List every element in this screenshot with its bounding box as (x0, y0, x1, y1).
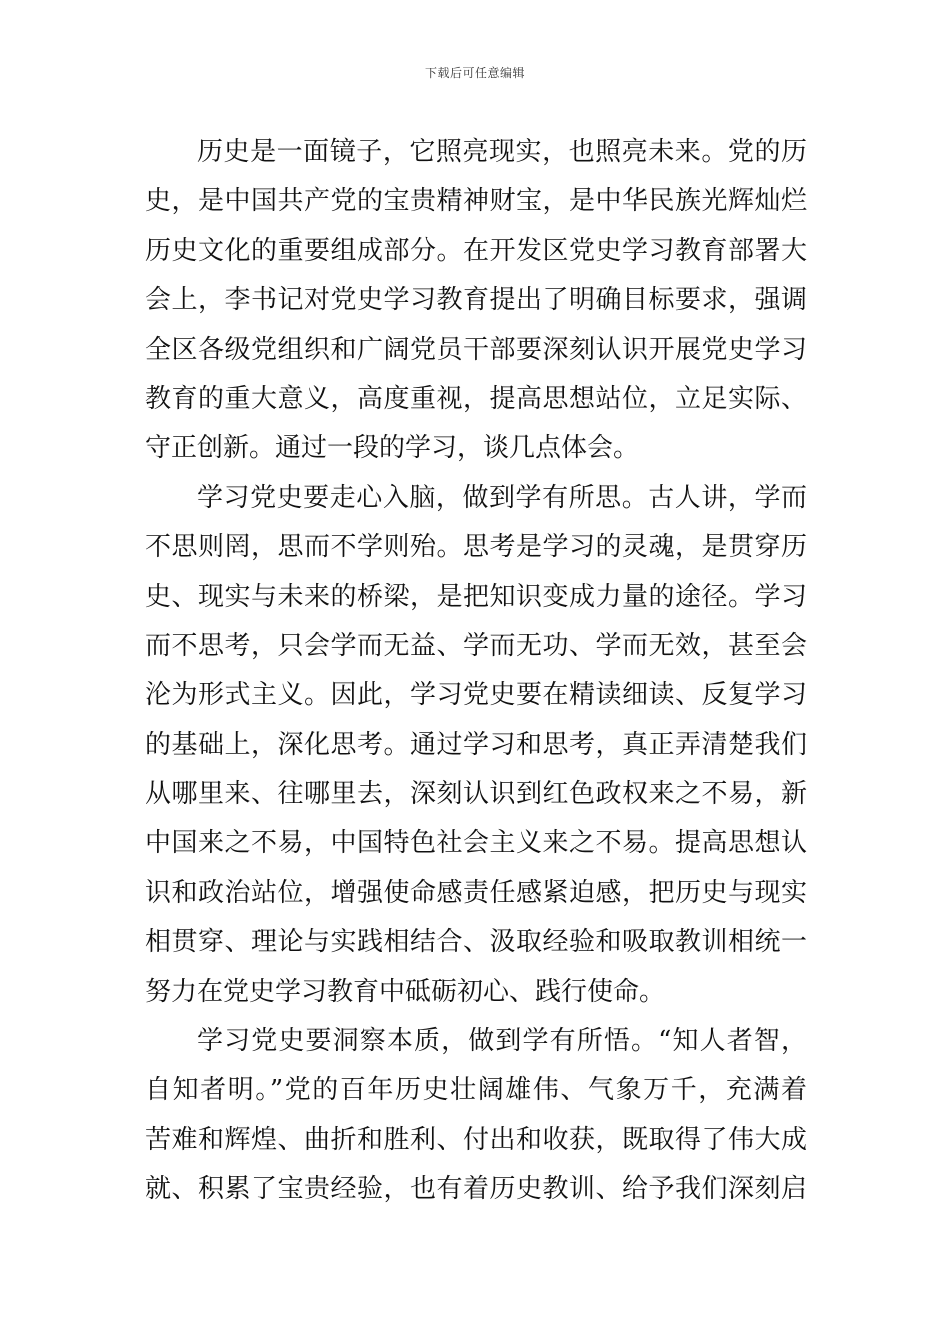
text-line: 中国来之不易，中国特色社会主义来之不易。提高思想认 (145, 828, 807, 859)
text-line: 苦难和辉煌、曲折和胜利、付出和收获，既取得了伟大成 (145, 1124, 807, 1155)
page-header: 下载后可任意编辑 (424, 66, 525, 80)
text-line: 学习党史要洞察本质，做到学有所悟。“知人者智， (197, 1026, 807, 1057)
text-line: 识和政治站位，增强使命感责任感紧迫感，把历史与现实 (145, 877, 807, 908)
text-line: 就、积累了宝贵经验，也有着历史教训、给予我们深刻启 (145, 1174, 807, 1205)
document-body (145, 128, 807, 1215)
text-line: 自知者明。”党的百年历史壮阔雄伟、气象万千，充满着 (145, 1075, 807, 1106)
text-line: 史、现实与未来的桥梁，是把知识变成力量的途径。学习 (145, 581, 807, 612)
text-line: 沦为形式主义。因此，学习党史要在精读细读、反复学习 (145, 680, 807, 711)
text-line: 努力在党史学习教育中砥砺初心、践行使命。 (145, 976, 666, 1007)
text-line: 教育的重大意义，高度重视，提高思想站位，立足实际、 (145, 383, 807, 414)
text-line: 史，是中国共产党的宝贵精神财宝，是中华民族光辉灿烂 (145, 186, 807, 217)
text-line: 会上，李书记对党史学习教育提出了明确目标要求，强调 (145, 285, 807, 316)
text-line: 不思则罔，思而不学则殆。思考是学习的灵魂，是贯穿历 (145, 532, 807, 563)
paragraph (145, 474, 807, 1017)
text-line: 学习党史要走心入脑，做到学有所思。古人讲，学而 (197, 482, 807, 513)
paragraph (145, 128, 807, 474)
text-line: 相贯穿、理论与实践相结合、汲取经验和吸取教训相统一 (145, 927, 807, 958)
paragraph (145, 1017, 807, 1215)
text-line: 历史是一面镜子，它照亮现实，也照亮未来。党的历 (197, 137, 807, 167)
text-line: 全区各级党组织和广阔党员干部要深刻认识开展党史学习 (145, 334, 807, 365)
text-line: 从哪里来、往哪里去，深刻认识到红色政权来之不易，新 (145, 779, 807, 810)
text-line: 历史文化的重要组成部分。在开发区党史学习教育部署大 (145, 235, 807, 266)
text-line: 而不思考，只会学而无益、学而无功、学而无效，甚至会 (145, 630, 807, 661)
text-line: 守正创新。通过一段的学习，谈几点体会。 (145, 433, 640, 464)
text-line: 的基础上，深化思考。通过学习和思考，真正弄清楚我们 (145, 729, 807, 760)
